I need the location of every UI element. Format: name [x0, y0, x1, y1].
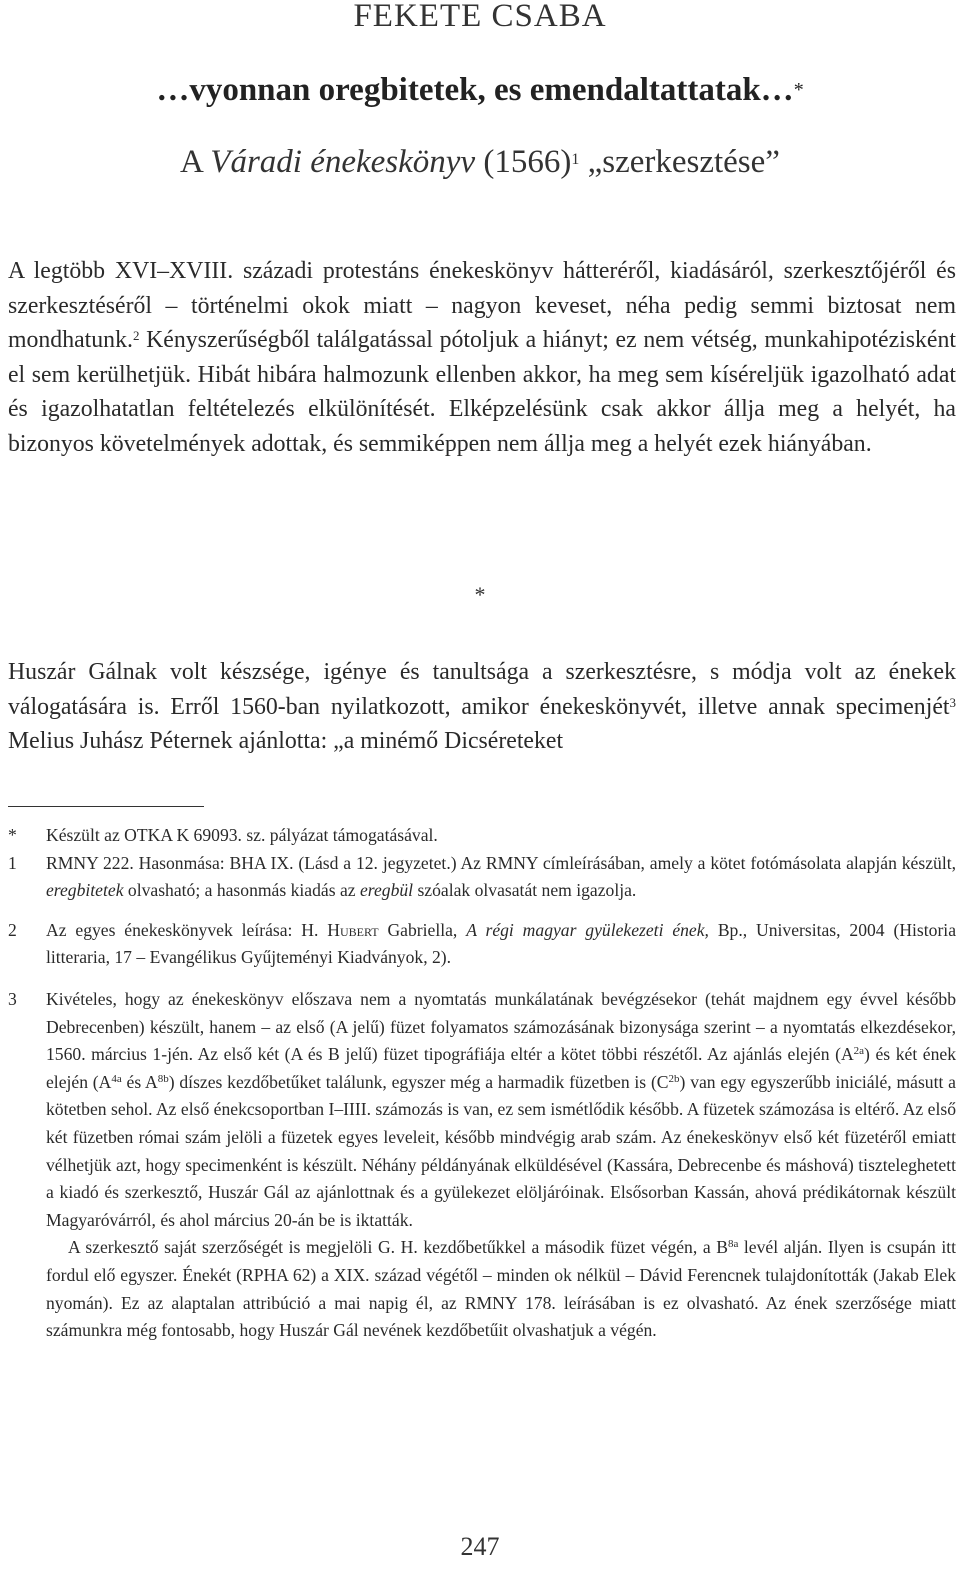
footnote-italic: A régi magyar gyülekezeti ének, [466, 919, 709, 940]
footnote-text: RMNY 222. Hasonmása: BHA IX. (Lásd a 12. jegyzetet.) Az RMNY címleírásában, amely a kötet fotómásolata alapján készült, [46, 852, 956, 873]
footnote-italic: eregbitetek [46, 880, 124, 901]
footnote-sup: 8b [157, 1072, 169, 1085]
footnote-text: Kivételes, hogy az énekeskönyv előszava nem a nyomtatás munkálatának bevégzésekor (tehát majdnem egy évvel később Debrecenben) készült, hanem – az első (A jelű) füzet folyamatos számozásának bizonysága szerint – a nyomtatás elkezdésekor, 1560. március 1-jén. Az első két (A és B jelű) füzet tipográfiája eltér a kötet többi részétől. Az ajánlás elején (A [46, 988, 956, 1065]
footnote-text: levél alján. Ilyen is csupán itt fordul elő egyszer. Énekét (RPHA 62) a XIX. század végétől – minden ok nélkül – Dávid Ferencnek tulajdonították (Jakab Elek nyomán). Ez az alaptalan attribúció a mai napig él, az RMNY 178. leírásában is ez olvasható. Az ének szerzősége miatt számunkra még fontosabb, hogy Huszár Gál nevének kezdőbetűit olvashatjuk a végén. [46, 1237, 956, 1341]
footnote-sup: 2a [853, 1045, 865, 1058]
footnote-label: * [8, 825, 17, 845]
footnote-text: ) díszes kezdőbetűket találunk, egyszer még a harmadik füzetben is (C [168, 1071, 669, 1092]
footnote-3-para-2 [46, 1234, 956, 1344]
footnote-3 [8, 986, 956, 1345]
footnote-text: ) van egy egyszerűbb iniciálé, másutt a kötetben sehol. Az első énekcsoportban I–IIII. számozás is van, ez sem ismétlődik később. A füzetek számozása is eltérő. Az első két füzetben római szám jelöli a füzetek egyes leveleit, később mindvégig arab szám. Az énekeskönyv első két füzetéről emiatt vélhetjük azt, hogy specimenként is készült. Néhány példányának elküldésével (Kassára, Debrecenbe és máshová) tiszteleghetett a kiadó és szerkesztő, Huszár Gál az ajánlottnak és a gyülekezet elöljáróinak. Elsősorban Kassán, ahová prédikátornak készült Magyaróvárról, és ahol március 20-án be is iktatták. [46, 1071, 956, 1230]
footnote-2 [8, 917, 956, 972]
footnote-sup: 4a [111, 1072, 122, 1085]
article-title [0, 70, 960, 110]
footnote-text: olvasható; a hasonmás kiadás az [123, 880, 360, 901]
article-subtitle [0, 140, 960, 184]
p2-text-a: Huszár Gálnak volt készsége, igénye és tanultsága a szerkesztésre, s módja volt az énekek válogatására is. Erről 1560-ban nyilatkozott, amikor énekeskönyvét, illetve annak specimenjét [8, 659, 956, 720]
footnote-sup: 8a [727, 1238, 739, 1251]
footnote-ref-1: 1 [571, 151, 580, 168]
footnote-text: és A [121, 1071, 158, 1092]
author-name: FEKETE CSABA [353, 0, 607, 34]
footnote-rule [8, 806, 204, 807]
subtitle-pre: A [180, 144, 211, 180]
title-footnote-mark: * [793, 79, 804, 101]
footnote-label: 1 [8, 852, 17, 873]
subtitle-italic: Váradi énekeskönyv [210, 144, 476, 180]
title-text: …vyonnan oregbitetek, es emendaltattatak… [156, 72, 794, 108]
footnote-star [8, 822, 956, 850]
paragraph-huszar [8, 655, 956, 759]
footnote-italic: eregbül [359, 880, 414, 901]
footnote-ref-3: 3 [949, 694, 956, 710]
footnote-text: szóalak olvasatát nem igazolja. [413, 880, 637, 901]
footnote-ref-2: 2 [132, 328, 140, 343]
footnote-label: 3 [8, 988, 17, 1009]
footnote-3-para-1 [46, 986, 956, 1234]
footnote-1 [8, 850, 956, 905]
subtitle-post: „szerkesztése” [579, 144, 780, 180]
footnote-label: 2 [8, 919, 17, 940]
p1-text-a: A legtöbb XVI–XVIII. századi protestáns énekeskönyv hátteréről, kiadásáról, szerkesztőjéről és szerkesztéséről – történelmi okok miatt – nagyon keveset, néha pedig semmi biztosat nem mondhatunk. [8, 258, 956, 353]
footnotes [8, 822, 956, 1345]
footnote-text: Gabriella, [378, 919, 467, 940]
paragraph-intro [8, 254, 956, 461]
footnote-text: Az egyes énekeskönyvek leírása: H. [46, 919, 328, 940]
footnote-text: ) és két ének elején (A [46, 1044, 956, 1092]
footnote-text: A szerkesztő saját szerzőségét is megjelöli G. H. kezdőbetűkkel a második füzet végén, a B [68, 1237, 728, 1258]
section-separator: * [474, 582, 486, 607]
footnote-text: Bp., Universitas, 2004 (Historia litteraria, 17 – Evangélikus Gyűjteményi Kiadványok, 2). [46, 919, 957, 968]
p1-text-b: Kényszerűségből találgatással pótoljuk a hiányt; ez nem vétség, munkahipotézisként el sem kerülhetjük. Hibát hibára halmozunk ellenben akkor, ha meg sem kíséreljük igazolható adat és igazolhatatlan feltételezés elkülönítését. Elképzelésünk csak akkor állja meg a helyét, ha bizonyos követelmények adottak, és semmiképpen nem állja meg a helyét ezek hiányában. [8, 327, 956, 457]
page-number: 247 [460, 1532, 500, 1561]
footnote-sup: 2b [668, 1072, 680, 1085]
subtitle-year: (1566) [475, 144, 572, 180]
p2-text-b: Melius Juhász Péternek ajánlotta: „a minémő Dicséreteket [8, 728, 564, 754]
footnote-smallcaps: Hubert [327, 919, 379, 940]
footnote-text: Készült az OTKA K 69093. sz. pályázat támogatásával. [46, 825, 438, 845]
